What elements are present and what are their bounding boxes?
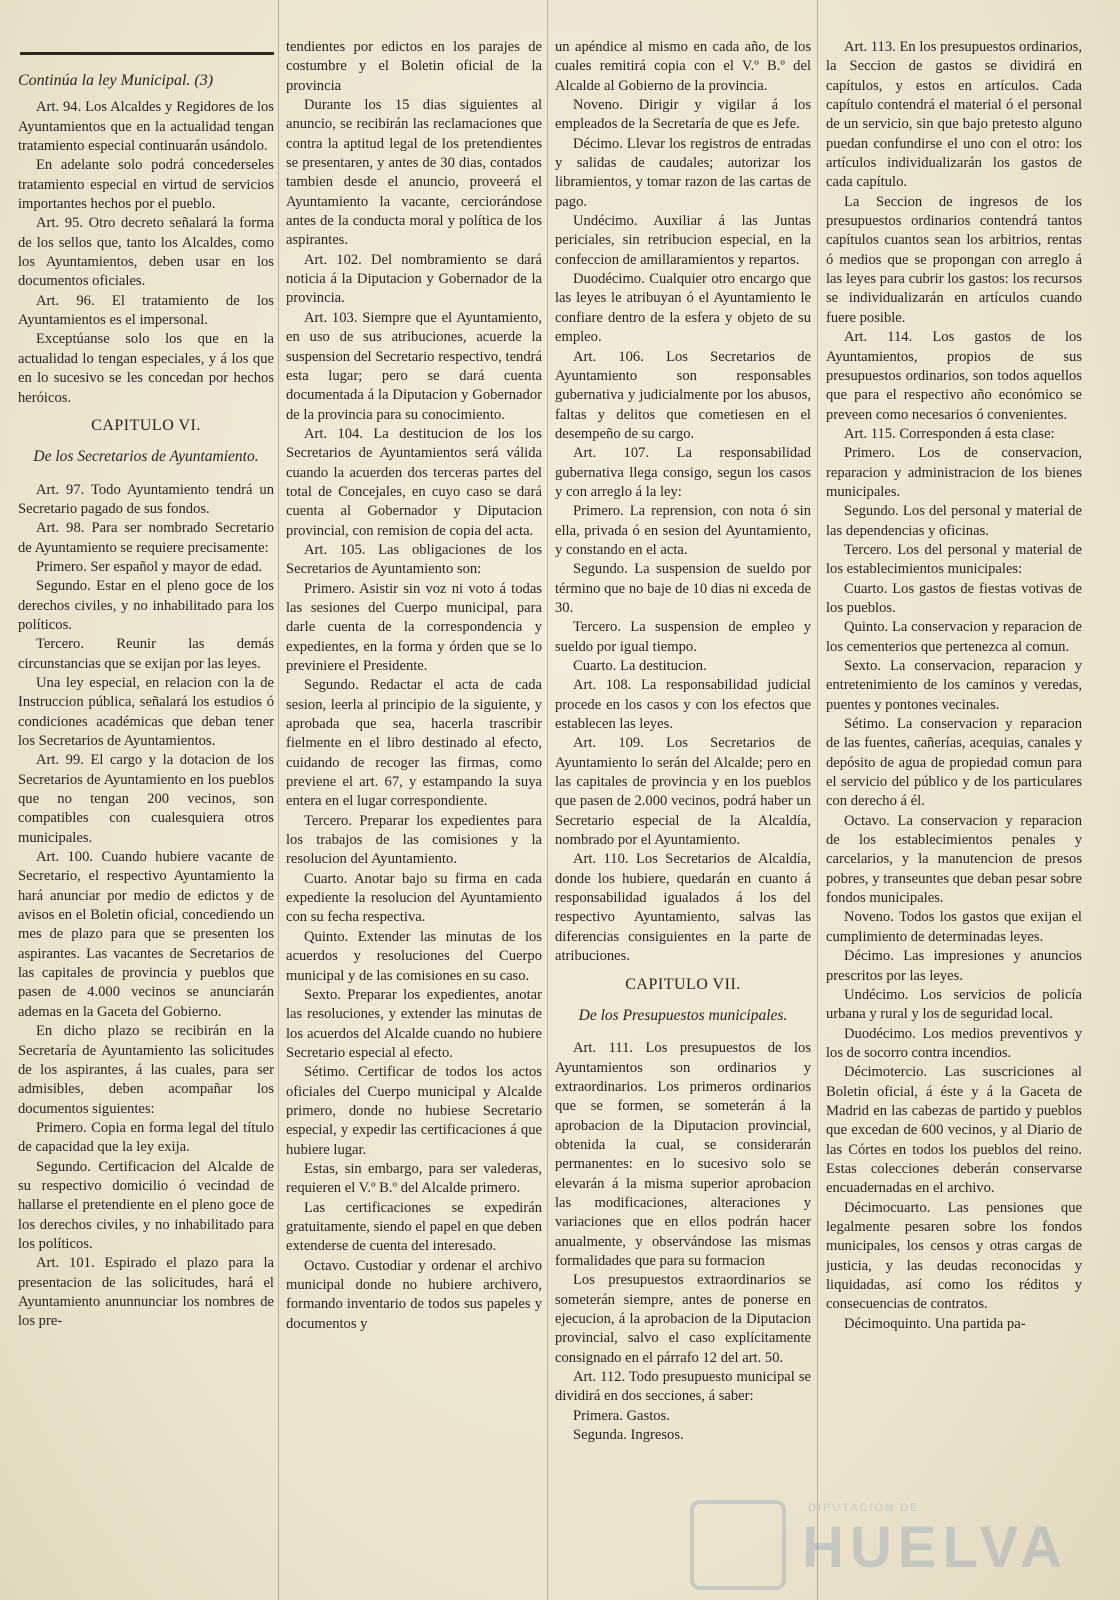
paragraph: Sétimo. Certificar de todos los actos oficiales del Cuerpo municipal y Alcalde primero, donde no hubiese Secretario especial, y expedir las certificaciones á que hubiere lugar. [286,1064,542,1158]
paragraph: Art. 94. Los Alcaldes y Regidores de los Ayuntamientos que en la actualidad tengan tratamiento especial continuarán usándolo. [18,99,274,155]
paragraph: Art. 112. Todo presupuesto municipal se dividirá en dos secciones, á saber: [555,1369,811,1405]
paragraph: Art. 110. Los Secretarios de Alcaldía, donde los hubiere, quedarán en cuanto á responsabilidad igualados á los del respectivo Ayuntamiento, salvas las diferencias consiguientes en la parte de atribuciones. [555,851,811,965]
paragraph: tendientes por edictos en los parajes de costumbre y el Boletin oficial de la provincia [286,39,542,94]
watermark-top-text: DIPUTACIÓN DE [808,1502,920,1514]
paragraph: Art. 96. El tratamiento de los Ayuntamientos es el impersonal. [18,292,274,329]
paragraph: Duodécimo. Cualquier otro encargo que las leyes le atribuyan ó el Ayuntamiento le confiare dentro de la esfera y objeto de su empleo. [555,271,811,346]
paragraph: Art. 101. Espirado el plazo para la presentacion de las solicitudes, hará el Ayuntamiento anunnunciar los nombres de los pre- [18,1255,274,1330]
paragraph: Art. 105. Las obligaciones de los Secretarios de Ayuntamiento son: [286,541,542,578]
watermark-big-text: HUELVA [802,1515,1068,1580]
paragraph: Décimo. Llevar los registros de entradas y salidas de caudales; autorizar los libramientos, y tomar razon de las cartas de pago. [555,135,811,210]
paragraph: Art. 107. La responsabilidad gubernativa llega consigo, segun los casos y con arreglo á la ley: [555,445,811,500]
paragraph: Sexto. La conservacion, reparacion y entretenimiento de los caminos y veredas, puentes y pontones vecinales. [826,658,1082,713]
paragraph: Tercero. La suspension de empleo y sueldo por igual tiempo. [555,619,811,655]
paragraph: Tercero. Los del personal y material de los establecimientos municipales: [826,541,1082,578]
paragraph: Décimocuarto. Las pensiones que legalmente pesaren sobre los fondos municipales, los censos y otras cargas de justicia, y las deudas reconocidas y liquidadas, así como los réditos y consecuencias de contratos. [826,1199,1082,1313]
paragraph: Sexto. Preparar los expedientes, anotar las resoluciones, y extender las minutas de los acuerdos del Alcalde cuando no hubiere Secretario especial al efecto. [286,986,542,1061]
paragraph: Durante los 15 dias siguientes al anuncio, se recibirán las reclamaciones que contra la aptitud legal de los pretendientes se presentaren, y antes de 30 dias, contados tambien desde el anuncio, proveerá el Ayuntamiento la vacante, cerciorándose antes de la conducta moral y política de los aspirantes. [286,97,542,249]
paragraph: Primera. Gastos. [573,1407,670,1424]
paragraph: Art. 111. Los presupuestos de los Ayuntamientos son ordinarios y extraordinarios. Los primeros ordinarios que se formen, se someterán á la aprobacion de la Diputacion provincial, obtenida la cual, se considerarán permanentes: en lo sucesivo solo se elevarán á la misma superior aprobacion las modificaciones, alteraciones y variaciones que en ellos podrán hacer anualmente, y observándose las mismas formalidades que para su formacion [555,1040,811,1269]
paragraph: Noveno. Todos los gastos que exijan el cumplimiento de determinadas leyes. [826,909,1082,945]
paragraph: Art. 109. Los Secretarios de Ayuntamiento lo serán del Alcalde; pero en las capitales de provincia y en los pueblos que pasen de 2.000 vecinos, podrá haber un Secretario especial de la Alcaldía, nombrado por el Ayuntamiento. [555,735,811,849]
paragraph: Cuarto. La destitucion. [573,658,707,674]
paragraph: Art. 104. La destitucion de los los Secretarios de Ayuntamientos será válida cuando la acuerden dos terceras partes del total de Concejales, en cuyo caso se dará cuenta al Gobernador y Diputacion provincial, con remision de copia del acta. [286,425,542,539]
paragraph: Octavo. Custodiar y ordenar el archivo municipal donde no hubiere archivero, formando inventario de todos sus papeles y documentos y [286,1257,542,1332]
seal-icon [690,1500,786,1590]
paragraph: Art. 113. En los presupuestos ordinarios, la Seccion de gastos se dividirá en capítulos, y estos en artículos. Cada capítulo contendrá el material ó el personal de un servicio, sin que bajo pretesto alguno puedan confundirse el uno con el otro: los artículos individualizarán los gastos de cada capítulo. [826,39,1082,191]
paragraph: Segundo. Redactar el acta de cada sesion, leerla al principio de la siguiente, y aprobada que sea, hacerla trascribir fielmente en el libro destinado al efecto, cuidando de recoger las firmas, como previene el art. 67, y estampando la suya entera en el lugar correspondiente. [286,677,542,810]
paragraph: Una ley especial, en relacion con la de Instruccion pública, señalará los estudios ó condiciones académicas que deban tener los Secretarios de Ayuntamientos. [18,674,274,749]
paragraph: Primero. Copia en forma legal del título de capacidad que la ley exija. [18,1119,274,1156]
paragraph: Segundo. La suspension de sueldo por término que no baje de 10 dias ni exceda de 30. [555,561,811,616]
top-rule [20,52,274,55]
paragraph: Quinto. La conservacion y reparacion de los cementerios que pertenezca al comun. [826,619,1082,655]
paragraph: Art. 98. Para ser nombrado Secretario de Ayuntamiento se requiere precisamente: [18,520,274,556]
paragraph: Tercero. Reunir las demás circunstancias que se exijan por las leyes. [18,636,274,672]
paragraph: Primero. La reprension, con nota ó sin ella, privada ó en sesion del Ayuntamiento, y constando en el acta. [555,503,811,558]
paragraph: Los presupuestos extraordinarios se someterán siempre, antes de ponerse en ejecucion, á la aprobacion de la Diputacion provincial, salvo el caso explícitamente consignado en el párrafo 12 del art. 50. [555,1272,811,1366]
paragraph: Segundo. Los del personal y material de las dependencias y oficinas. [826,503,1082,539]
paragraph: Octavo. La conservacion y reparacion de los establecimientos penales y carcelarios, y la manutencion de presos pobres, y transeuntes que deban pesar sobre fondos municipales. [826,812,1082,907]
paragraph: Undécimo. Los servicios de policía urbana y rural y los de seguridad local. [826,986,1082,1023]
paragraph: La Seccion de ingresos de los presupuestos ordinarios contendrá tantos capítulos cuantos sean los arbitrios, rentas ó medios que se propongan con arreglo á las leyes para cubrir los gastos: los recursos se individualizarán en artículos cuando fuere posible. [826,193,1082,326]
paragraph: Tercero. Preparar los expedientes para los trabajos de las comisiones y la resolucion del Ayuntamiento. [286,812,542,868]
paragraph: Art. 103. Siempre que el Ayuntamiento, en uso de sus atribuciones, acuerde la suspension del Secretario respectivo, tendrá esta lugar; pero se dará cuenta documentada á la Diputacion y Gobernador de la provincia para su conocimiento. [286,309,542,423]
continuation-heading: Continúa la ley Municipal. (3) [18,72,214,89]
paragraph: Primero. Ser español y mayor de edad. [36,558,263,575]
paragraph: Segundo. Certificacion del Alcalde de su respectivo domicilio ó vecindad de hallarse el pretendiente en el pleno goce de los derechos civiles, y no inhabilitado para los políticos. [18,1158,274,1252]
paragraph: Décimo. Las impresiones y anuncios prescritos por las leyes. [826,948,1082,984]
archive-watermark [690,1500,1068,1590]
paragraph: Décimotercio. Las suscriciones al Boletin oficial, á éste y á la Gaceta de Madrid en las cabezas de partido y pueblos que excedan de 600 vecinos, y al Diario de las Córtes en todos los pueblos del reino. Estas colecciones deberán conservarse encuadernadas en el archivo. [826,1064,1082,1197]
paragraph: Quinto. Extender las minutas de los acuerdos y resoluciones del Cuerpo municipal y de las comisiones en su caso. [286,928,542,984]
column-2 [286,38,542,1593]
paragraph: Las certificaciones se expedirán gratuitamente, siendo el papel en que deben extenderse de cuenta del interesado. [286,1199,542,1255]
paragraph: Décimoquinto. Una partida pa- [844,1315,1026,1332]
paragraph: Art. 97. Todo Ayuntamiento tendrá un Secretario pagado de sus fondos. [18,481,274,517]
column-rule [547,0,548,1600]
column-rule [278,0,279,1600]
paragraph: Undécimo. Auxiliar á las Juntas periciales, sin retribucion especial, en la confeccion de amillaramientos y repartos. [555,213,811,268]
paragraph: Cuarto. Los gastos de fiestas votivas de los pueblos. [826,580,1082,616]
paragraph: Art. 95. Otro decreto señalará la forma de los sellos que, tanto los Alcaldes, como los Ayuntamientos, deben usar en los documentos oficiales. [18,215,274,290]
paragraph: En adelante solo podrá concederseles tratamiento especial en virtud de servicios importantes hechos por el pueblo. [18,157,274,213]
column-3 [555,38,811,1593]
paragraph: Primero. Los de conservacion, reparacion y administracion de los bienes municipales. [826,445,1082,500]
chapter-subtitle: De los Presupuestos municipales. [578,1006,788,1024]
column-rule [817,0,818,1600]
paragraph: Art. 100. Cuando hubiere vacante de Secretario, el respectivo Ayuntamiento la hará anunciar por medio de edictos y de avisos en el Boletin oficial, concediendo un mes de plazo para que se presenten los aspirantes. Las vacantes de Secretarios de las capitales de provincia y pueblos que pasen de 4.000 vecinos se anunciarán ademas en la Gaceta del Gobierno. [18,849,274,1020]
paragraph: Sétimo. La conservacion y reparacion de las fuentes, cañerías, acequias, canales y depósito de agua de propiedad comun para el servicio del público y de los particulares con derecho á él. [826,716,1082,810]
paragraph: Art. 114. Los gastos de los Ayuntamientos, propios de sus presupuestos ordinarios, son todos aquellos que para el respectivo año económico se preveen como necesarios ó convenientes. [826,329,1082,423]
paragraph: un apéndice al mismo en cada año, de los cuales remitirá copia con el V.º B.º del Alcalde al Gobierno de la provincia. [555,39,811,94]
paragraph: Art. 115. Corresponden á esta clase: [844,425,1055,442]
paragraph: Segundo. Estar en el pleno goce de los derechos civiles, y no inhabilitado para los políticos. [18,578,274,633]
chapter-heading: CAPITULO VI. [91,416,201,434]
paragraph: Art. 108. La responsabilidad judicial procede en los casos y con los efectos que establecen las leyes. [555,677,811,733]
paragraph: Art. 99. El cargo y la dotacion de los Secretarios de Ayuntamiento en los pueblos que no tengan 200 vecinos, son compatibles con cualesquiera otros municipales. [18,752,274,846]
column-1 [18,38,274,1593]
paragraph: Estas, sin embargo, para ser valederas, requieren el V.º B.º del Alcalde primero. [286,1160,542,1197]
paragraph: Art. 106. Los Secretarios de Ayuntamiento son responsables gubernativa y judicialmente por los abusos, faltas y delitos que cometiesen en el desempeño de su cargo. [555,348,811,442]
paragraph: Noveno. Dirigir y vigilar á los empleados de la Secretaría de que es Jefe. [555,97,811,133]
paragraph: Art. 102. Del nombramiento se dará noticia á la Diputacion y Gobernador de la provincia. [286,251,542,307]
chapter-subtitle: De los Secretarios de Ayuntamiento. [33,448,259,466]
paragraph: En dicho plazo se recibirán en la Secretaría de Ayuntamiento las solicitudes de los aspirantes, á las cuales, para ser admisibles, deben acompañar los documentos siguientes: [18,1023,274,1117]
paragraph: Duodécimo. Los medios preventivos y los de socorro contra incendios. [826,1025,1082,1061]
chapter-heading: CAPITULO VII. [625,975,741,993]
paragraph: Cuarto. Anotar bajo su firma en cada expediente la resolucion del Ayuntamiento con su fecha respectiva. [286,870,542,926]
column-4 [826,38,1082,1593]
paragraph: Primero. Asistir sin voz ni voto á todas las sesiones del Cuerpo municipal, para darle cuenta de la correspondencia y expedientes, en la forma y órden que se lo previniere el Presidente. [286,580,542,674]
paragraph: Exceptúanse solo los que en la actualidad lo tengan especiales, y á los que en lo sucesivo se les concedan por hechos heróicos. [18,331,274,406]
paragraph: Segunda. Ingresos. [573,1427,684,1444]
